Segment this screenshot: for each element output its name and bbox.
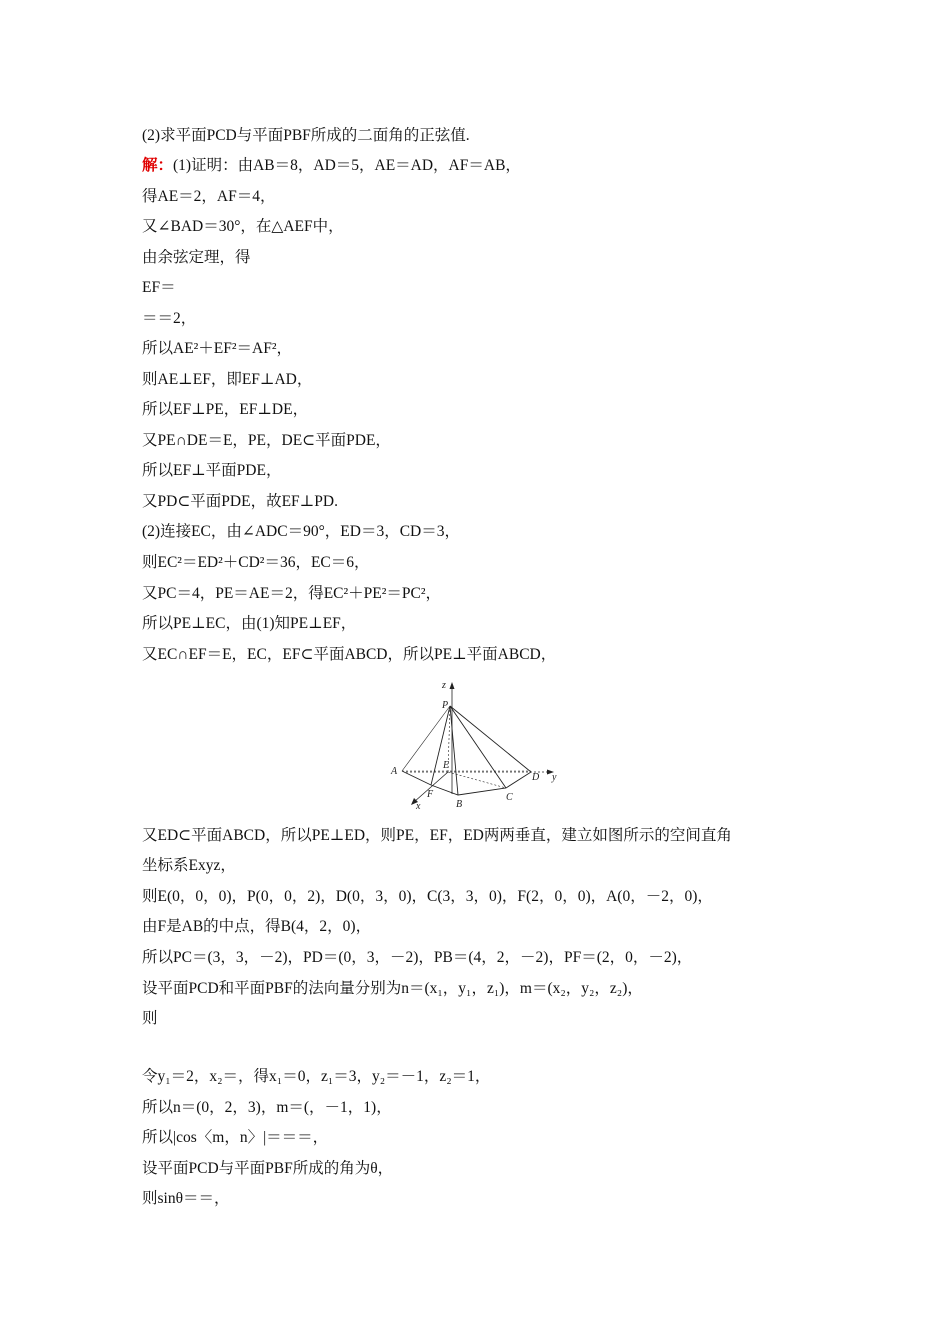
figure-label-y: y <box>552 772 557 783</box>
text-line: 坐标系Exyz， <box>142 857 236 874</box>
text-line: 又EC∩EF＝E，EC，EF⊂平面ABCD，所以PE⊥平面ABCD， <box>142 646 557 663</box>
question-line: (2)求平面PCD与平面PBF所成的二面角的正弦值. <box>142 127 470 144</box>
text-line: 则sinθ＝＝， <box>142 1190 230 1207</box>
text-line: 又PD⊂平面PDE，故EF⊥PD. <box>142 493 338 510</box>
text-line: 则 <box>142 1010 158 1027</box>
text-line: 所以PE⊥EC，由(1)知PE⊥EF， <box>142 615 357 632</box>
text-line: 又∠BAD＝30°，在△AEF中， <box>142 218 344 235</box>
text-line: 则E(0，0，0)，P(0，0，2)，D(0，3，0)，C(3，3，0)，F(2，0，0)，A(0，－2，0)， <box>142 888 713 905</box>
figure-label-d: D <box>532 772 540 783</box>
figure-label-p: P <box>442 700 449 711</box>
text-line: (2)连接EC，由∠ADC＝90°，ED＝3，CD＝3， <box>142 523 460 540</box>
figure-label-a: A <box>391 766 398 777</box>
text-line: 又PE∩DE＝E，PE，DE⊂平面PDE， <box>142 432 391 449</box>
text-line: 则AE⊥EF，即EF⊥AD， <box>142 371 313 388</box>
text-line: 所以AE²＋EF²＝AF²， <box>142 340 293 357</box>
text-line: 所以EF⊥平面PDE， <box>142 462 282 479</box>
text-line: 设平面PCD与平面PBF所成的角为θ， <box>142 1160 394 1177</box>
figure-label-c: C <box>506 792 513 803</box>
text-line: 得AE＝2，AF＝4， <box>142 188 276 205</box>
text-line: 所以n＝(0，2，3)，m＝(，－1，1)， <box>142 1099 392 1116</box>
solution-line-1 <box>142 156 521 176</box>
text-line: 所以PC＝(3，3，－2)，PD＝(0，3，－2)，PB＝(4，2，－2)，PF＝(2，0，－2)， <box>142 949 693 966</box>
text-line: 又ED⊂平面ABCD，所以PE⊥ED，则PE，EF，ED两两垂直，建立如图所示的空间直角 <box>142 827 732 844</box>
text-line: 由F是AB的中点，得B(4，2，0)， <box>142 918 372 935</box>
text-line: 所以EF⊥PE，EF⊥DE， <box>142 401 309 418</box>
text-line: 设平面PCD和平面PBF的法向量分别为n＝(x₁，y₁，z₁)，m＝(x₂，y₂，z₂)， <box>142 980 643 997</box>
coordinate-figure <box>386 676 566 814</box>
figure-label-x: x <box>416 801 421 812</box>
figure-label-z: z <box>442 680 446 691</box>
figure-label-e: E <box>443 760 450 771</box>
text-line: 所以|cos〈m，n〉|＝＝＝， <box>142 1129 329 1146</box>
figure-label-b: B <box>456 799 463 810</box>
text-line: ＝＝2， <box>142 310 197 327</box>
figure-label-f: F <box>427 789 434 800</box>
text-line: 由余弦定理，得 <box>142 249 251 266</box>
solution-text: (1)证明：由AB＝8，AD＝5，AE＝AD，AF＝AB， <box>173 157 521 174</box>
text-line: 又PC＝4，PE＝AE＝2，得EC²＋PE²＝PC²， <box>142 585 442 602</box>
text-line: 则EC²＝ED²＋CD²＝36，EC＝6， <box>142 554 370 571</box>
solution-label: 解： <box>142 157 174 174</box>
text-line: EF＝ <box>142 279 176 296</box>
text-line: 令y₁＝2，x₂＝，得x₁＝0，z₁＝3，y₂＝－1，z₂＝1， <box>142 1068 491 1085</box>
